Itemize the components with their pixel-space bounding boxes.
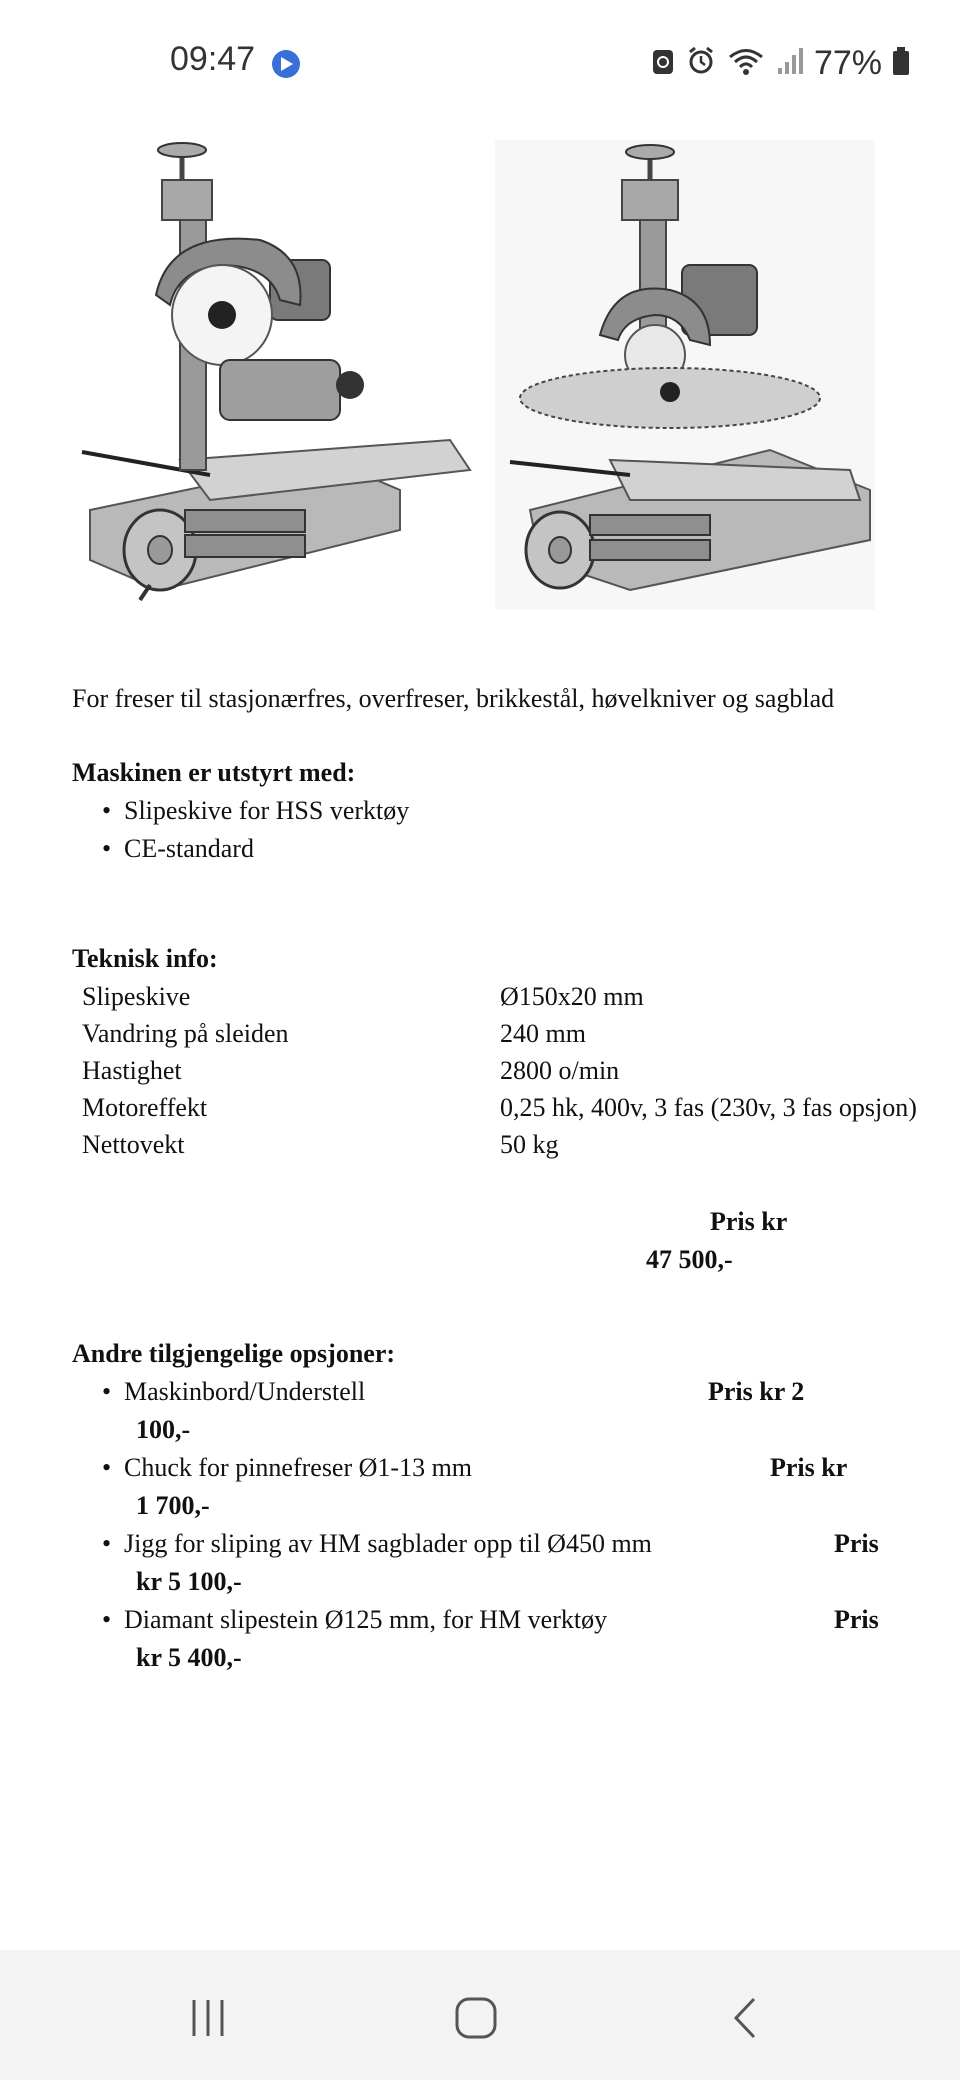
signal-icon bbox=[776, 46, 804, 81]
battery-percent: 77% bbox=[813, 44, 882, 82]
recent-apps-icon bbox=[186, 1996, 230, 2045]
wifi-icon bbox=[726, 46, 766, 81]
option-price-continued: kr 5 100,- bbox=[136, 1567, 242, 1596]
recycle-icon bbox=[650, 46, 676, 81]
equipment-heading: Maskinen er utstyrt med: bbox=[72, 758, 356, 787]
price-label: Pris kr bbox=[710, 1207, 788, 1236]
list-item bbox=[72, 1601, 952, 1677]
table-row bbox=[82, 978, 917, 1015]
options-heading: Andre tilgjengelige opsjoner: bbox=[72, 1339, 396, 1368]
home-icon bbox=[453, 1995, 499, 2046]
spec-value: 50 kg bbox=[500, 1130, 559, 1159]
option-name: Maskinbord/Understell bbox=[124, 1377, 366, 1406]
battery-icon bbox=[892, 46, 910, 81]
option-name: Jigg for sliping av HM sagblader opp til Ø450 mm bbox=[124, 1529, 652, 1558]
alarm-icon bbox=[686, 46, 716, 81]
list-item: • CE-standard bbox=[72, 830, 952, 868]
option-price: Pris kr bbox=[770, 1453, 848, 1482]
spec-value: 2800 o/min bbox=[500, 1056, 620, 1085]
spec-value: 0,25 hk, 400v, 3 fas (230v, 3 fas opsjon) bbox=[500, 1093, 917, 1122]
option-name: Diamant slipestein Ø125 mm, for HM verktøy bbox=[124, 1605, 608, 1634]
spec-label: Hastighet bbox=[82, 1056, 182, 1085]
spec-table bbox=[82, 978, 917, 1163]
spec-value: Ø150x20 mm bbox=[500, 982, 644, 1011]
option-price: Pris kr 2 bbox=[708, 1377, 805, 1406]
spec-label: Slipeskive bbox=[82, 982, 191, 1011]
recent-apps-button[interactable] bbox=[178, 1990, 238, 2050]
options-list bbox=[72, 1373, 952, 1677]
product-images bbox=[70, 130, 890, 620]
tech-heading: Teknisk info: bbox=[72, 944, 218, 973]
list-item bbox=[72, 1449, 952, 1525]
navigation-bar bbox=[0, 1950, 960, 2080]
option-price: Pris bbox=[834, 1529, 879, 1558]
option-name: Chuck for pinnefreser Ø1-13 mm bbox=[124, 1453, 473, 1482]
status-time: 09:47 bbox=[170, 40, 256, 78]
tool-grinder-front-image bbox=[82, 143, 470, 600]
table-row bbox=[82, 1126, 917, 1163]
option-price-continued: kr 5 400,- bbox=[136, 1643, 242, 1672]
status-icons bbox=[650, 44, 910, 83]
table-row bbox=[82, 1052, 917, 1089]
tool-grinder-sawblade-image bbox=[495, 140, 875, 610]
product-description bbox=[72, 680, 952, 1677]
list-item bbox=[72, 1525, 952, 1601]
list-item: • Slipeskive for HSS verktøy bbox=[72, 792, 952, 830]
spec-label: Vandring på sleiden bbox=[82, 1019, 289, 1048]
intro-text: For freser til stasjonærfres, overfreser, brikkestål, høvelkniver og sagblad bbox=[72, 684, 835, 713]
spec-value: 240 mm bbox=[500, 1019, 586, 1048]
equipment-list bbox=[72, 792, 952, 868]
spec-label: Motoreffekt bbox=[82, 1093, 208, 1122]
home-button[interactable] bbox=[446, 1990, 506, 2050]
main-price bbox=[72, 1203, 952, 1279]
option-price-continued: 100,- bbox=[136, 1415, 191, 1444]
table-row bbox=[82, 1089, 917, 1126]
table-row bbox=[82, 1015, 917, 1052]
status-bar bbox=[0, 0, 960, 120]
price-value: 47 500,- bbox=[646, 1245, 733, 1274]
back-icon bbox=[726, 1995, 766, 2046]
option-price-continued: 1 700,- bbox=[136, 1491, 210, 1520]
spec-label: Nettovekt bbox=[82, 1130, 185, 1159]
option-price: Pris bbox=[834, 1605, 879, 1634]
list-item bbox=[72, 1373, 952, 1449]
back-button[interactable] bbox=[716, 1990, 776, 2050]
assistant-badge-icon bbox=[270, 48, 302, 80]
